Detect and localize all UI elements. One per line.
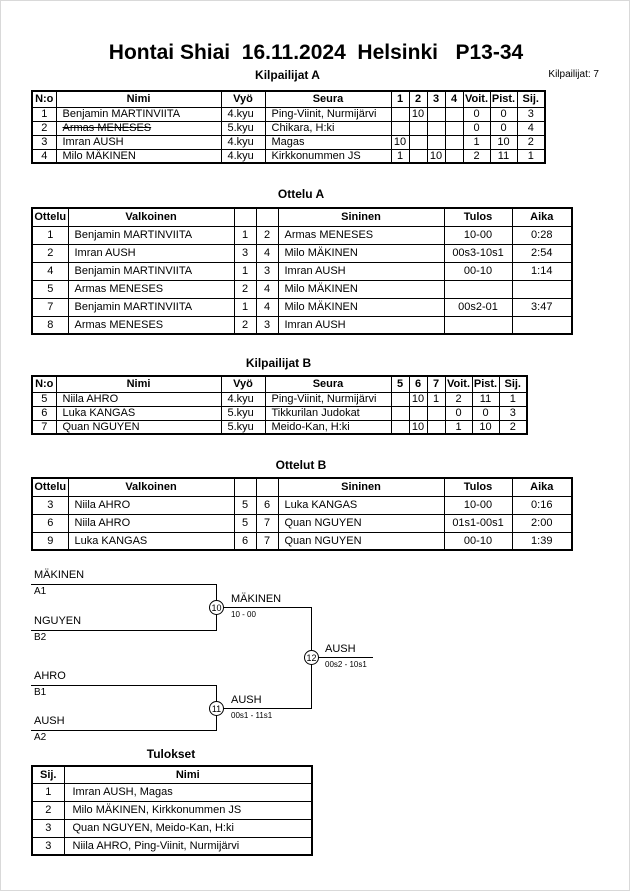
column-header: Sij.: [499, 376, 527, 392]
cell: Quan NGUYEN: [56, 420, 221, 434]
cell: 2: [32, 244, 68, 262]
cell: 6: [32, 406, 56, 420]
cell: Armas MENESES: [56, 121, 221, 135]
table-row: [32, 783, 312, 801]
bracket-slot-name: MÄKINEN: [34, 569, 85, 581]
cell: 4: [256, 298, 278, 316]
cell: Benjamin MARTINVIITA: [68, 226, 234, 244]
cell: 10: [409, 392, 427, 406]
kilpailijat-a-table: [31, 90, 546, 164]
cell: 5: [32, 280, 68, 298]
column-header: Pist.: [472, 376, 499, 392]
cell: 10: [409, 420, 427, 434]
cell: 00-10: [444, 262, 512, 280]
cell: 1: [499, 392, 527, 406]
cell: 3: [32, 837, 64, 855]
cell: Imran AUSH: [56, 135, 221, 149]
cell: Milo MÄKINEN: [56, 149, 221, 163]
cell: [444, 280, 512, 298]
cell: 4.kyu: [221, 135, 265, 149]
cell: 3: [32, 135, 56, 149]
table-row: [32, 837, 312, 855]
cell: 2:54: [512, 244, 572, 262]
bracket-line: [31, 685, 216, 686]
cell: Luka KANGAS: [68, 532, 234, 550]
cell: [427, 121, 445, 135]
table-row: [32, 406, 527, 420]
cell: Benjamin MARTINVIITA: [68, 298, 234, 316]
ottelut-b-table: [31, 477, 573, 551]
cell: 7: [32, 420, 56, 434]
cell: 2: [256, 226, 278, 244]
cell: 5.kyu: [221, 420, 265, 434]
cell: 00s2-01: [444, 298, 512, 316]
match-number-badge: 11: [209, 701, 224, 716]
cell: Imran AUSH: [278, 316, 444, 334]
column-header: Tulos: [444, 478, 512, 496]
column-header: 7: [427, 376, 445, 392]
cell: 6: [234, 532, 256, 550]
table-row: [32, 135, 545, 149]
cell: Imran AUSH: [68, 244, 234, 262]
cell: [445, 121, 463, 135]
bracket-line: [31, 630, 216, 631]
column-header: Seura: [265, 376, 391, 392]
cell: 0: [490, 121, 517, 135]
cell: 00s3-10s1: [444, 244, 512, 262]
bracket-winner-name: AUSH: [325, 643, 356, 655]
cell: 2: [517, 135, 545, 149]
column-header: [256, 208, 278, 226]
bracket-slot-name: AHRO: [34, 670, 66, 682]
cell: Milo MÄKINEN: [278, 298, 444, 316]
cell: 6: [32, 514, 68, 532]
cell: 6: [256, 496, 278, 514]
cell: 3: [32, 819, 64, 837]
cell: 0: [445, 406, 472, 420]
cell: Imran AUSH: [278, 262, 444, 280]
column-header: [234, 478, 256, 496]
cell: 10-00: [444, 226, 512, 244]
cell: 4: [32, 149, 56, 163]
table-row: [32, 280, 572, 298]
section-title-ottelut-b: Ottelut B: [275, 458, 327, 472]
bracket-slot-seed: A2: [34, 732, 47, 743]
cell: Armas MENESES: [68, 280, 234, 298]
cell: 2: [234, 280, 256, 298]
column-header: Ottelu: [32, 208, 68, 226]
cell: [409, 135, 427, 149]
bracket-slot-name: NGUYEN: [34, 615, 82, 627]
cell: 10: [391, 135, 409, 149]
column-header: Aika: [512, 478, 572, 496]
cell: Kirkkonummen JS: [265, 149, 391, 163]
cell: 4: [32, 262, 68, 280]
cell: 2: [32, 121, 56, 135]
cell: 1:39: [512, 532, 572, 550]
cell: 1: [445, 420, 472, 434]
cell: [512, 280, 572, 298]
cell: Imran AUSH, Magas: [64, 783, 312, 801]
cell: 10: [490, 135, 517, 149]
cell: 9: [32, 532, 68, 550]
cell: [427, 107, 445, 121]
bracket-winner-name: MÄKINEN: [231, 593, 282, 605]
cell: 5.kyu: [221, 406, 265, 420]
bracket-winner-name: AUSH: [231, 694, 262, 706]
cell: 3: [234, 244, 256, 262]
cell: 4.kyu: [221, 107, 265, 121]
bracket-match-score: 00s1 - 11s1: [231, 711, 273, 720]
header-row: [32, 91, 545, 107]
cell: 3: [256, 262, 278, 280]
cell: 1: [517, 149, 545, 163]
cell: [409, 121, 427, 135]
cell: 2: [234, 316, 256, 334]
cell: 2:00: [512, 514, 572, 532]
table-row: [32, 121, 545, 135]
column-header: Sininen: [278, 208, 444, 226]
cell: Niila AHRO: [56, 392, 221, 406]
cell: [444, 316, 512, 334]
cell: 7: [256, 514, 278, 532]
column-header: Pist.: [490, 91, 517, 107]
table-row: [32, 801, 312, 819]
cell: 1: [32, 107, 56, 121]
cell: 1: [391, 149, 409, 163]
cell: 01s1-00s1: [444, 514, 512, 532]
header-row: [32, 766, 312, 783]
ottelu-a-table: [31, 207, 573, 335]
table-row: [32, 244, 572, 262]
cell: 2: [499, 420, 527, 434]
column-header: 3: [427, 91, 445, 107]
cell: Magas: [265, 135, 391, 149]
cell: 0: [463, 121, 490, 135]
column-header: 1: [391, 91, 409, 107]
table-row: [32, 514, 572, 532]
cell: Luka KANGAS: [278, 496, 444, 514]
cell: 3: [499, 406, 527, 420]
bracket-line: [31, 584, 216, 585]
kilpailijat-b-table: [31, 375, 528, 435]
bracket-match-score: 00s2 - 10s1: [325, 660, 367, 669]
cell: 4.kyu: [221, 149, 265, 163]
column-header: Seura: [265, 91, 391, 107]
cell: 4: [256, 280, 278, 298]
table-row: [32, 316, 572, 334]
match-number-badge: 12: [304, 650, 319, 665]
cell: [391, 406, 409, 420]
bracket-slot-seed: A1: [34, 586, 47, 597]
cell: 4: [517, 121, 545, 135]
cell: Chikara, H:ki: [265, 121, 391, 135]
column-header: Nimi: [56, 91, 221, 107]
cell: 0: [472, 406, 499, 420]
cell: [391, 420, 409, 434]
bracket-line: [31, 730, 216, 731]
column-header: 2: [409, 91, 427, 107]
cell: Quan NGUYEN: [278, 514, 444, 532]
cell: 8: [32, 316, 68, 334]
cell: 0: [463, 107, 490, 121]
bracket-winner-line: [216, 607, 311, 608]
section-title-kilpailijat-a: Kilpailijat A: [255, 68, 320, 82]
cell: [427, 420, 445, 434]
column-header: Sininen: [278, 478, 444, 496]
column-header: Ottelu: [32, 478, 68, 496]
cell: 0:16: [512, 496, 572, 514]
cell: [445, 107, 463, 121]
column-header: N:o: [32, 376, 56, 392]
cell: Tikkurilan Judokat: [265, 406, 391, 420]
cell: Milo MÄKINEN: [278, 280, 444, 298]
cell: [427, 135, 445, 149]
cell: 0: [490, 107, 517, 121]
cell: 3:47: [512, 298, 572, 316]
cell: [409, 406, 427, 420]
cell: 4: [256, 244, 278, 262]
cell: 5: [234, 514, 256, 532]
cell: 1: [234, 226, 256, 244]
cell: 1: [234, 298, 256, 316]
cell: 2: [32, 801, 64, 819]
cell: [409, 149, 427, 163]
cell: Niila AHRO: [68, 514, 234, 532]
medal-bracket: [1, 564, 630, 744]
table-row: [32, 392, 527, 406]
column-header: Sij.: [32, 766, 64, 783]
cell: 11: [490, 149, 517, 163]
cell: 10: [409, 107, 427, 121]
cell: 11: [472, 392, 499, 406]
cell: Ping-Viinit, Nurmijärvi: [265, 107, 391, 121]
column-header: Vyö: [221, 91, 265, 107]
table-row: [32, 819, 312, 837]
table-row: [32, 226, 572, 244]
bracket-winner-line: [216, 708, 311, 709]
cell: 5: [234, 496, 256, 514]
cell: Benjamin MARTINVIITA: [56, 107, 221, 121]
header-row: [32, 376, 527, 392]
cell: Quan NGUYEN: [278, 532, 444, 550]
cell: Milo MÄKINEN: [278, 244, 444, 262]
cell: Milo MÄKINEN, Kirkkonummen JS: [64, 801, 312, 819]
bracket-slot-seed: B2: [34, 632, 47, 643]
column-header: [256, 478, 278, 496]
cell: [391, 121, 409, 135]
tulokset-table: [31, 765, 313, 856]
column-header: Voit.: [445, 376, 472, 392]
cell: 10-00: [444, 496, 512, 514]
table-row: [32, 262, 572, 280]
table-row: [32, 107, 545, 121]
cell: 1: [32, 226, 68, 244]
cell: [391, 392, 409, 406]
cell: [445, 149, 463, 163]
cell: 1: [427, 392, 445, 406]
cell: 2: [445, 392, 472, 406]
header-row: [32, 208, 572, 226]
cell: 7: [256, 532, 278, 550]
section-title-tulokset: Tulokset: [146, 747, 196, 761]
cell: 3: [256, 316, 278, 334]
cell: 7: [32, 298, 68, 316]
cell: 3: [32, 496, 68, 514]
cell: 2: [463, 149, 490, 163]
cell: Meido-Kan, H:ki: [265, 420, 391, 434]
column-header: [234, 208, 256, 226]
cell: [427, 406, 445, 420]
header-row: [32, 478, 572, 496]
column-header: Vyö: [221, 376, 265, 392]
table-row: [32, 298, 572, 316]
cell: 4.kyu: [221, 392, 265, 406]
cell: Armas MENESES: [278, 226, 444, 244]
cell: [391, 107, 409, 121]
column-header: Valkoinen: [68, 478, 234, 496]
cell: Quan NGUYEN, Meido-Kan, H:ki: [64, 819, 312, 837]
cell: 1:14: [512, 262, 572, 280]
cell: 10: [427, 149, 445, 163]
cell: Niila AHRO, Ping-Viinit, Nurmijärvi: [64, 837, 312, 855]
cell: 5: [32, 392, 56, 406]
cell: 1: [463, 135, 490, 149]
cell: 00-10: [444, 532, 512, 550]
section-title-ottelu-a: Ottelu A: [277, 187, 325, 201]
bracket-slot-seed: B1: [34, 687, 47, 698]
cell: Niila AHRO: [68, 496, 234, 514]
section-title-kilpailijat-b: Kilpailijat B: [245, 356, 312, 370]
column-header: 4: [445, 91, 463, 107]
bracket-winner-line: [311, 657, 373, 658]
column-header: Tulos: [444, 208, 512, 226]
cell: Ping-Viinit, Nurmijärvi: [265, 392, 391, 406]
cell: Benjamin MARTINVIITA: [68, 262, 234, 280]
cell: 5.kyu: [221, 121, 265, 135]
column-header: Valkoinen: [68, 208, 234, 226]
column-header: Nimi: [56, 376, 221, 392]
cell: 10: [472, 420, 499, 434]
cell: 0:28: [512, 226, 572, 244]
table-row: [32, 532, 572, 550]
match-number-badge: 10: [209, 600, 224, 615]
bracket-match-score: 10 - 00: [231, 610, 256, 619]
page-title: Hontai Shiai 16.11.2024 Helsinki P13-34: [108, 41, 524, 64]
cell: 3: [517, 107, 545, 121]
competitor-count: Kilpailijat: 7: [548, 69, 599, 80]
column-header: Sij.: [517, 91, 545, 107]
column-header: Aika: [512, 208, 572, 226]
table-row: [32, 149, 545, 163]
table-row: [32, 420, 527, 434]
cell: Luka KANGAS: [56, 406, 221, 420]
cell: 1: [32, 783, 64, 801]
column-header: Nimi: [64, 766, 312, 783]
cell: [512, 316, 572, 334]
column-header: 5: [391, 376, 409, 392]
cell: 1: [234, 262, 256, 280]
cell: [445, 135, 463, 149]
table-row: [32, 496, 572, 514]
column-header: N:o: [32, 91, 56, 107]
cell: Armas MENESES: [68, 316, 234, 334]
column-header: Voit.: [463, 91, 490, 107]
column-header: 6: [409, 376, 427, 392]
bracket-slot-name: AUSH: [34, 715, 65, 727]
